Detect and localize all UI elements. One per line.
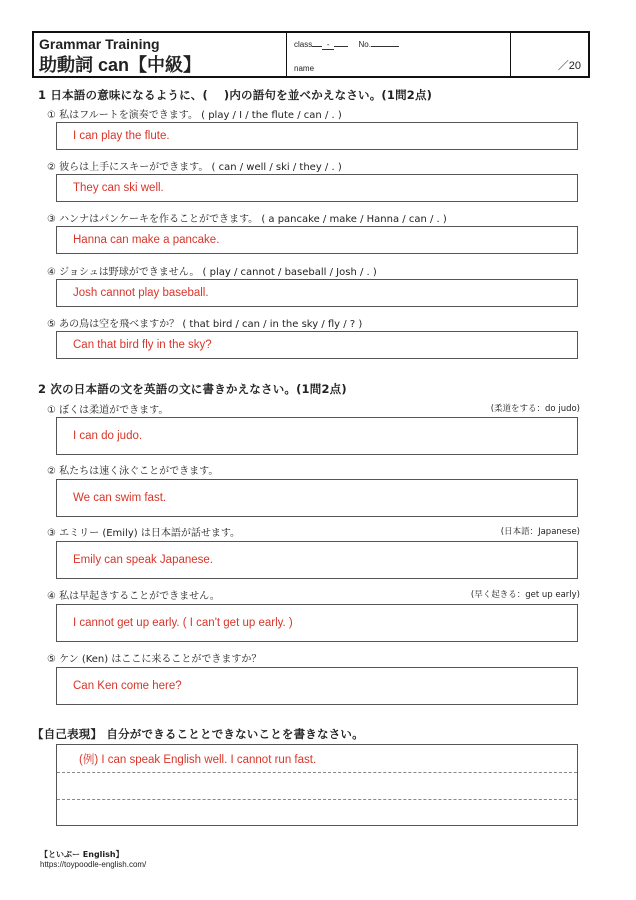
writing-line [57,799,577,800]
self-expression-box[interactable] [56,744,578,826]
self-expression-example: (例) I can speak English well. I cannot run fast. [79,754,317,766]
s2-q4-prompt: ④ 私は早起きすることができません。 [47,591,220,602]
class-label: class [294,40,313,49]
s1-q4-prompt: ④ ジョシュは野球ができません。 ( play / cannot / baseball / Josh / . ) [47,267,377,278]
s2-q5-prompt: ⑤ ケン (Ken) はここに来ることができますか？ [47,654,262,665]
s2-q5-answer[interactable]: Can Ken come here? [56,667,578,705]
writing-line [57,772,577,773]
section2-title: 2 次の日本語の文を英語の文に書きかえなさい。(1問2点) [38,382,347,396]
class-number-row [294,40,399,50]
s2-q3-prompt: ③ エミリー (Emily) は日本語が話せます。 [47,528,241,539]
s1-q1-prompt: ① 私はフルートを演奏できます。 ( play / I / the flute / can / . ) [47,110,342,121]
title-japanese: 助動詞 can【中級】 [39,55,202,75]
s2-q1-prompt: ① ぼくは柔道ができます。 [47,405,169,416]
footer-url[interactable]: https://toypoodle-english.com/ [40,860,147,869]
s2-q4-hint: (早く起きる：get up early) [470,590,580,600]
s1-q1-answer[interactable]: I can play the flute. [56,122,578,150]
s1-q5-answer[interactable]: Can that bird fly in the sky? [56,331,578,359]
s1-q2-prompt: ② 彼らは上手にスキーができます。 ( can / well / ski / they / . ) [47,162,342,173]
s1-q5-prompt: ⑤ あの鳥は空を飛べますか？ ( that bird / can / in the sky / fly / ? ) [47,319,363,330]
s2-q4-answer[interactable]: I cannot get up early. ( I can't get up early. ) [56,604,578,642]
score-total: ／20 [557,60,581,72]
class-blank[interactable] [312,46,322,47]
s1-q2-answer[interactable]: They can ski well. [56,174,578,202]
section1-title: 1 日本語の意味になるように、( )内の語句を並べかえなさい。(1問2点) [38,88,433,102]
name-label: name [294,64,315,73]
worksheet-header [32,31,590,78]
score-cell [511,33,588,76]
s1-q3-prompt: ③ ハンナはパンケーキを作ることができます。 ( a pancake / make / Hanna / can / . ) [47,214,447,225]
s1-q4-answer[interactable]: Josh cannot play baseball. [56,279,578,307]
number-blank[interactable] [371,46,399,47]
s2-q3-hint: (日本語：Japanese) [500,527,580,537]
self-expression-title: 【自己表現】 自分ができることとできないことを書きなさい。 [32,727,364,741]
class-cell [287,33,511,76]
title-cell [34,33,287,76]
footer-brand: 【といぷー English】 [40,850,124,859]
title-english: Grammar Training [39,36,160,52]
class-blank-2[interactable] [334,46,348,47]
s2-q2-prompt: ② 私たちは速く泳ぐことができます。 [47,466,219,477]
s1-q3-answer[interactable]: Hanna can make a pancake. [56,226,578,254]
s2-q2-answer[interactable]: We can swim fast. [56,479,578,517]
no-label: No. [358,40,371,49]
class-dash: - [322,40,334,50]
s2-q1-answer[interactable]: I can do judo. [56,417,578,455]
s2-q1-hint: (柔道をする：do judo) [490,404,580,414]
s2-q3-answer[interactable]: Emily can speak Japanese. [56,541,578,579]
